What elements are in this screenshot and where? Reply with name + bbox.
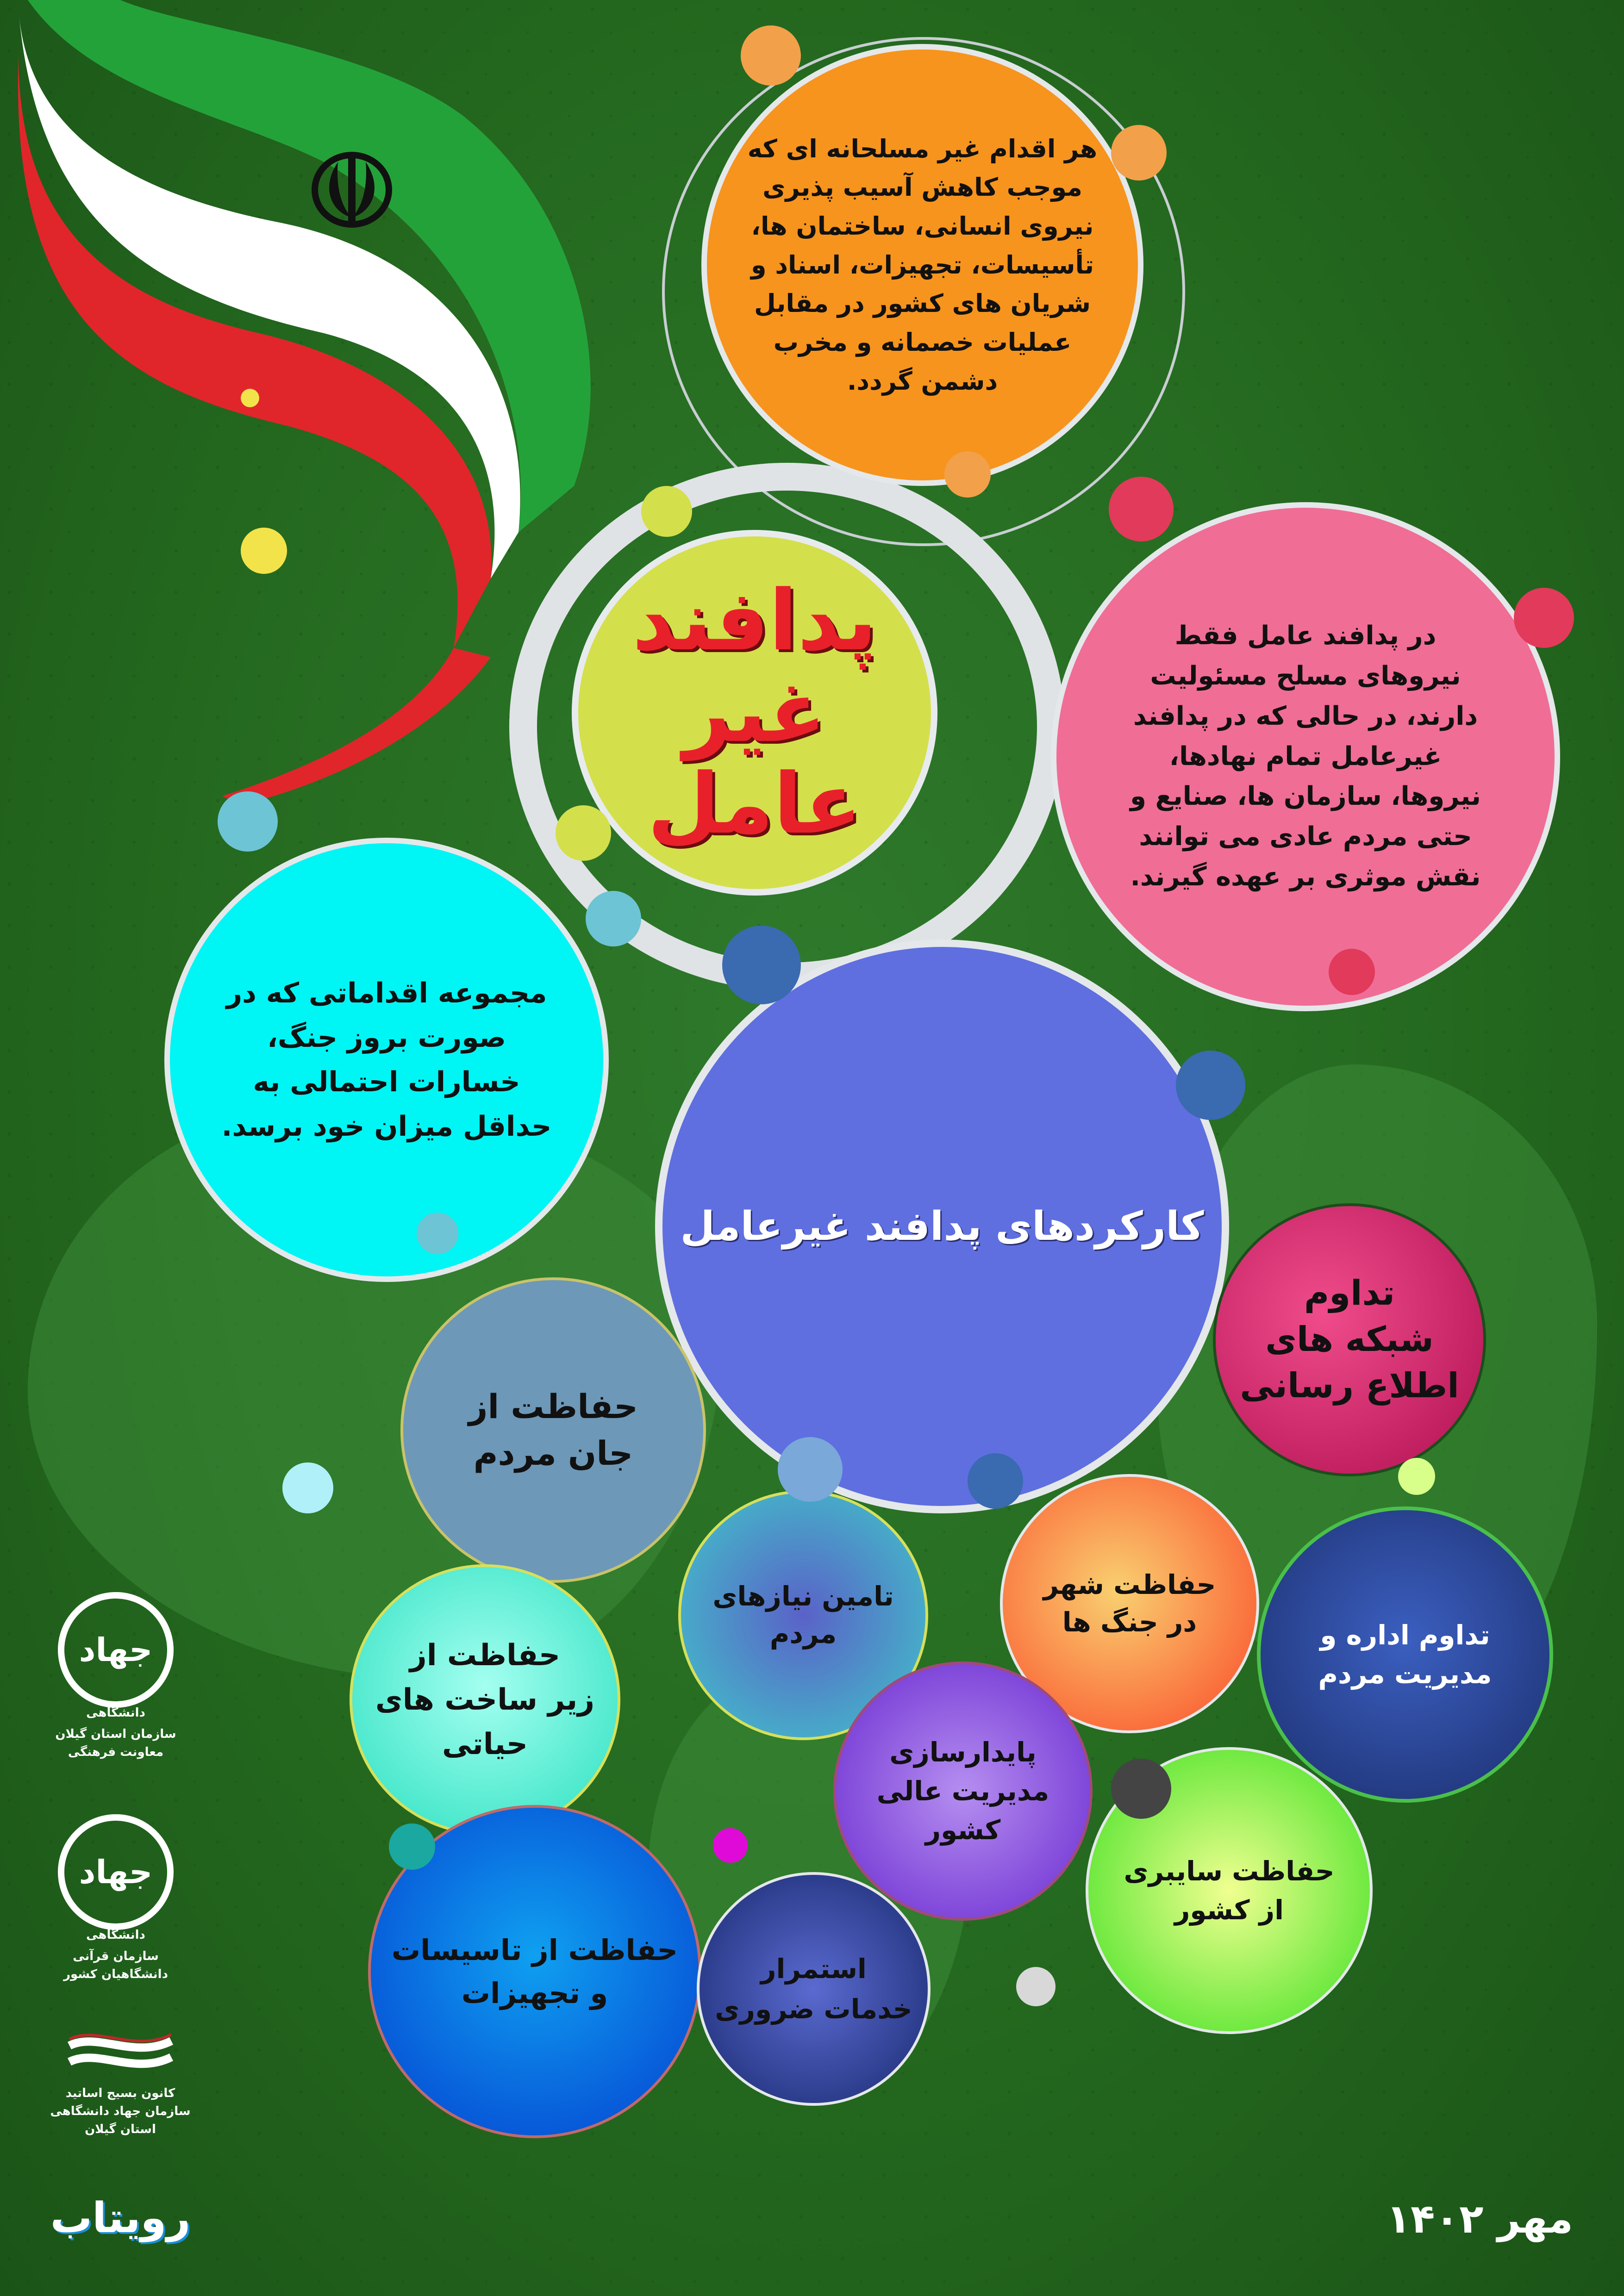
title-line-2: غیر عامل (647, 664, 862, 852)
jahad-seal-icon: جهاد (58, 1814, 174, 1930)
decor-dot (556, 805, 611, 861)
function-bubble-essential-services: استمرار خدمات ضروری (697, 1872, 931, 2106)
decor-dot (1111, 125, 1167, 180)
decor-dot (1016, 1967, 1056, 2006)
definition-text: مجموعه اقداماتی که در صورت بروز جنگ، خسارات احتمالی به حداقل میزان خود برسد. (221, 977, 552, 1143)
decor-dot (389, 1823, 435, 1870)
date-label: مهر ۱۴۰۲ (1386, 2196, 1573, 2242)
definition-text: هر اقدام غیر مسلحانه ای که موجب کاهش آسیب پذیری نیروی انسانی، ساختمان ها، تأسیسات، تجهیزات، اسناد و شریان های کشور در مقابل عملیات خصمانه و مخرب دشمن گردد. (747, 134, 1098, 396)
decor-dot (741, 25, 801, 86)
decor-dot (586, 891, 641, 946)
decor-dot (1176, 1051, 1245, 1120)
functions-title: کارکردهای پدافند غیرعامل (680, 1203, 1204, 1250)
function-bubble-cyber: حفاظت سایبری از کشور (1086, 1747, 1373, 2034)
decor-dot (282, 1462, 333, 1513)
decor-dot (1111, 1759, 1171, 1819)
center-title-bubble (572, 530, 937, 896)
decor-dot (1514, 588, 1574, 648)
function-bubble-facilities: حفاظت از تاسیسات و تجهیزات (368, 1805, 701, 2138)
decor-dot (1109, 477, 1174, 541)
jahad-logo-1: جهاد دانشگاهی سازمان استان گیلان معاونت فرهنگی (42, 1592, 190, 1761)
function-bubble-people-needs: تامین نیازهای مردم (678, 1490, 928, 1740)
definition-bubble-cyan (164, 838, 609, 1282)
definition-bubble-pink (1051, 502, 1560, 1011)
function-bubble-high-management: پایدارسازی مدیریت عالی کشور (833, 1661, 1093, 1921)
definition-text: در پدافند عامل فقط نیروهای مسلح مسئولیت دارند، در حالی که در پدافند غیرعامل تمام نهادها، نیروها، سازمان ها، صنایع و حتی مردم عادی می توانند نقش موثری بر عهده گیرند. (1130, 621, 1481, 892)
decor-dot (641, 486, 692, 537)
decor-dot (218, 791, 278, 852)
decor-dot (1398, 1458, 1435, 1495)
definition-bubble-orange (701, 44, 1143, 486)
basij-logo: کانون بسیج اساتید سازمان جهاد دانشگاهی استان گیلان (32, 2027, 208, 2139)
jahad-seal-icon: جهاد (58, 1592, 174, 1708)
function-bubble-news-network: تداوم شبکه های اطلاع رسانی (1213, 1203, 1486, 1476)
decor-dot (1329, 949, 1375, 995)
decor-dot (241, 528, 287, 574)
decor-dot (417, 1213, 458, 1254)
functions-title-bubble (655, 940, 1229, 1513)
brand-logo: رویتاب (50, 2194, 191, 2242)
decor-dot (722, 926, 801, 1004)
function-bubble-infrastructure: حفاظت از زیر ساخت های حیاتی (350, 1564, 620, 1835)
decor-dot (968, 1453, 1023, 1509)
decor-dot (241, 389, 259, 407)
title-line-1: پدافند (632, 572, 877, 669)
decor-dot (778, 1437, 843, 1502)
jahad-logo-2: جهاد دانشگاهی سازمان قرآنی دانشگاهیان کشور (42, 1814, 190, 1984)
function-bubble-management: تداوم اداره و مدیریت مردم (1257, 1506, 1553, 1803)
decor-dot (713, 1828, 748, 1863)
decor-dot (944, 451, 991, 498)
basij-flag-icon (60, 2027, 181, 2083)
function-bubble-protect-lives: حفاظت از جان مردم (400, 1277, 706, 1583)
function-bubble-city-protection: حفاظت شهر در جنگ ها (1000, 1474, 1259, 1733)
